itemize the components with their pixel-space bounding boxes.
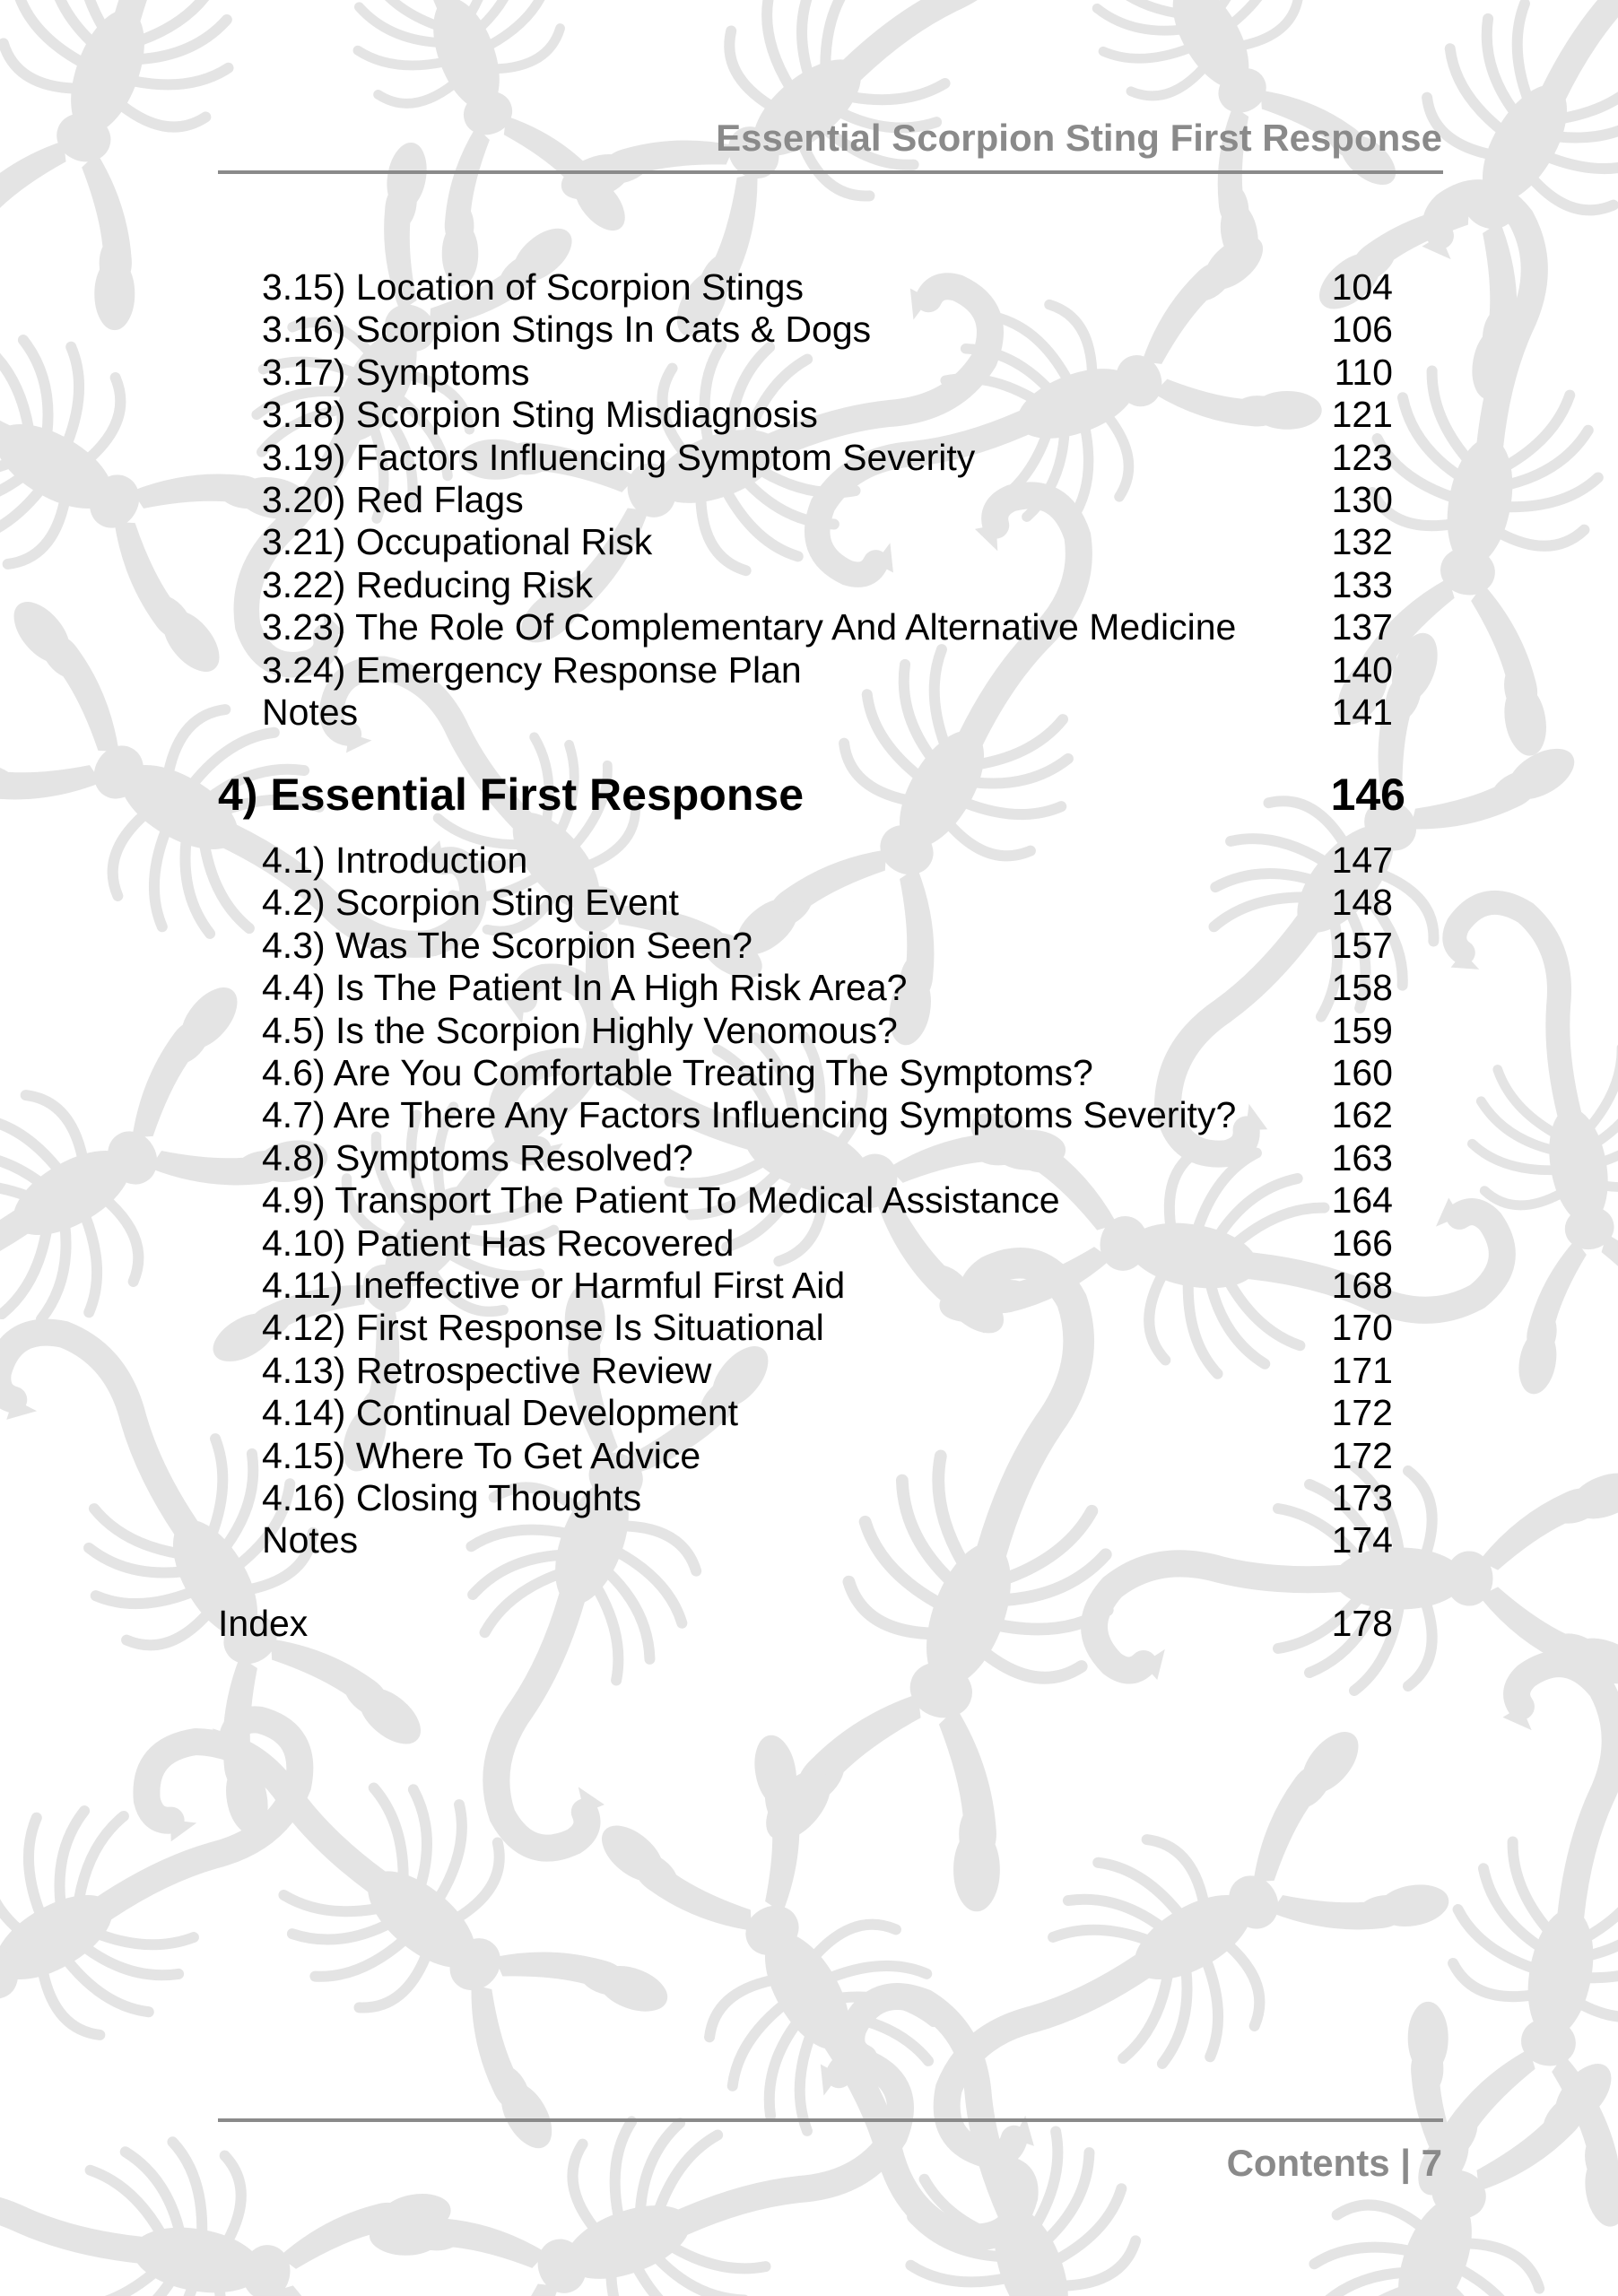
toc-entry[interactable]: [0, 1093, 1618, 1136]
toc-entry-title: 4.16) Closing Thoughts: [262, 1477, 642, 1518]
toc-entry[interactable]: [0, 1434, 1618, 1477]
toc-entry[interactable]: [0, 1136, 1618, 1179]
toc-entry[interactable]: [0, 1306, 1618, 1349]
toc-entry[interactable]: [0, 478, 1618, 521]
toc-entry[interactable]: [0, 1051, 1618, 1094]
toc-entry-title: 4.15) Where To Get Advice: [262, 1435, 701, 1476]
toc-entry-page-number: 121: [1331, 394, 1393, 435]
toc-entry-title: 4.6) Are You Comfortable Treating The Symptoms?: [262, 1052, 1093, 1093]
toc-entry-title: 4.9) Transport The Patient To Medical Assistance: [262, 1179, 1060, 1221]
toc-entry-page-number: 147: [1331, 839, 1393, 881]
toc-entry[interactable]: [0, 605, 1618, 648]
toc-entry-title: 4.12) First Response Is Situational: [262, 1307, 824, 1348]
toc-entry-title: 3.16) Scorpion Stings In Cats & Dogs: [262, 309, 872, 350]
toc-entry-page-number: 158: [1331, 967, 1393, 1008]
toc-entry[interactable]: [0, 1222, 1618, 1265]
running-footer: Contents | 7: [1226, 2142, 1442, 2184]
footer-rule: [218, 2118, 1443, 2122]
toc-entry-title: 3.20) Red Flags: [262, 479, 524, 520]
toc-entry-title: Index: [218, 1603, 309, 1644]
toc-entry[interactable]: [0, 351, 1618, 394]
toc-entry-title: 4.14) Continual Development: [262, 1392, 739, 1433]
toc-entry-title: 3.17) Symptoms: [262, 352, 530, 393]
toc-entry-page-number: 157: [1331, 925, 1393, 966]
toc-entry-page-number: 172: [1331, 1435, 1393, 1476]
toc-entry[interactable]: [0, 1349, 1618, 1392]
toc-entry-page-number: 141: [1331, 691, 1393, 733]
toc-entry-title: 4.5) Is the Scorpion Highly Venomous?: [262, 1010, 898, 1051]
toc-entry-page-number: 140: [1331, 649, 1393, 691]
toc-entry[interactable]: [0, 924, 1618, 967]
toc-entry[interactable]: [0, 265, 1618, 309]
running-header: Essential Scorpion Sting First Response: [716, 117, 1442, 159]
toc-entry-page-number: 104: [1331, 266, 1393, 308]
toc-entry-title: 4.4) Is The Patient In A High Risk Area?: [262, 967, 908, 1008]
toc-entry-page-number: 146: [1330, 770, 1405, 820]
toc-entry-title: 3.15) Location of Scorpion Stings: [262, 266, 804, 308]
toc-entry-page-number: 162: [1331, 1094, 1393, 1135]
toc-entry-title: 3.18) Scorpion Sting Misdiagnosis: [262, 394, 818, 435]
header-rule: [218, 170, 1443, 174]
toc-entry-page-number: 170: [1331, 1307, 1393, 1348]
toc-entry[interactable]: [0, 881, 1618, 924]
toc-entry-page-number: 159: [1331, 1010, 1393, 1051]
toc-entry-title: 4.7) Are There Any Factors Influencing Symptoms Severity?: [262, 1094, 1237, 1135]
toc-entry-page-number: 166: [1331, 1222, 1393, 1264]
toc-entry-page-number: 148: [1331, 882, 1393, 923]
toc-entry-title: 3.24) Emergency Response Plan: [262, 649, 802, 691]
toc-entry[interactable]: [0, 1009, 1618, 1052]
toc-entry-page-number: 110: [1334, 352, 1393, 393]
toc-entry[interactable]: [0, 436, 1618, 479]
toc-entry-title: 3.22) Reducing Risk: [262, 564, 594, 605]
toc-entry-title: 4.2) Scorpion Sting Event: [262, 882, 679, 923]
toc-entry-title: 4) Essential First Response: [218, 770, 805, 820]
toc-entry-page-number: 130: [1331, 479, 1393, 520]
toc-entry[interactable]: [0, 308, 1618, 351]
toc-entry-page-number: 132: [1331, 521, 1393, 562]
toc-entry-page-number: 164: [1331, 1179, 1393, 1221]
toc-entry[interactable]: [0, 563, 1618, 606]
toc-entry-page-number: 168: [1331, 1265, 1393, 1306]
toc-entry-page-number: 123: [1331, 437, 1393, 478]
toc-entry-title: 4.1) Introduction: [262, 839, 528, 881]
toc-entry[interactable]: [0, 393, 1618, 436]
toc-entry[interactable]: [0, 1264, 1618, 1307]
toc-entry-title: 4.10) Patient Has Recovered: [262, 1222, 735, 1264]
toc-entry[interactable]: [0, 1391, 1618, 1434]
toc-entry[interactable]: [0, 1476, 1618, 1519]
toc-entry-title: 3.19) Factors Influencing Symptom Severity: [262, 437, 976, 478]
toc-entry-title: 4.3) Was The Scorpion Seen?: [262, 925, 752, 966]
toc-entry-title: 4.8) Symptoms Resolved?: [262, 1137, 693, 1178]
toc-entry-title: 4.11) Ineffective or Harmful First Aid: [262, 1265, 846, 1306]
toc-entry-page-number: 172: [1331, 1392, 1393, 1433]
toc-entry[interactable]: [0, 839, 1618, 882]
toc-entry-page-number: 137: [1331, 606, 1393, 648]
toc-entry-page-number: 174: [1331, 1519, 1393, 1561]
toc-entry-title: Notes: [262, 1519, 359, 1561]
toc-entry-page-number: 106: [1331, 309, 1393, 350]
toc-entry[interactable]: [0, 648, 1618, 691]
toc-chapter-heading[interactable]: [0, 769, 1618, 820]
toc-entry-page-number: 171: [1331, 1350, 1393, 1391]
toc-entry-title: 3.21) Occupational Risk: [262, 521, 653, 562]
toc-entry-title: 4.13) Retrospective Review: [262, 1350, 712, 1391]
toc-entry-title: 3.23) The Role Of Complementary And Alternative Medicine: [262, 606, 1237, 648]
toc-entry[interactable]: [0, 1518, 1618, 1561]
toc-entry-title: Notes: [262, 691, 359, 733]
toc-entry[interactable]: [0, 691, 1618, 734]
toc-entry[interactable]: [0, 966, 1618, 1009]
toc-entry-page-number: 133: [1331, 564, 1393, 605]
toc-index-entry[interactable]: [0, 1602, 1618, 1645]
toc-entry-page-number: 178: [1331, 1603, 1393, 1644]
toc-entry-page-number: 173: [1331, 1477, 1393, 1518]
toc-entry[interactable]: [0, 1178, 1618, 1222]
toc-entry[interactable]: [0, 520, 1618, 563]
toc-entry-page-number: 160: [1331, 1052, 1393, 1093]
toc-entry-page-number: 163: [1331, 1137, 1393, 1178]
